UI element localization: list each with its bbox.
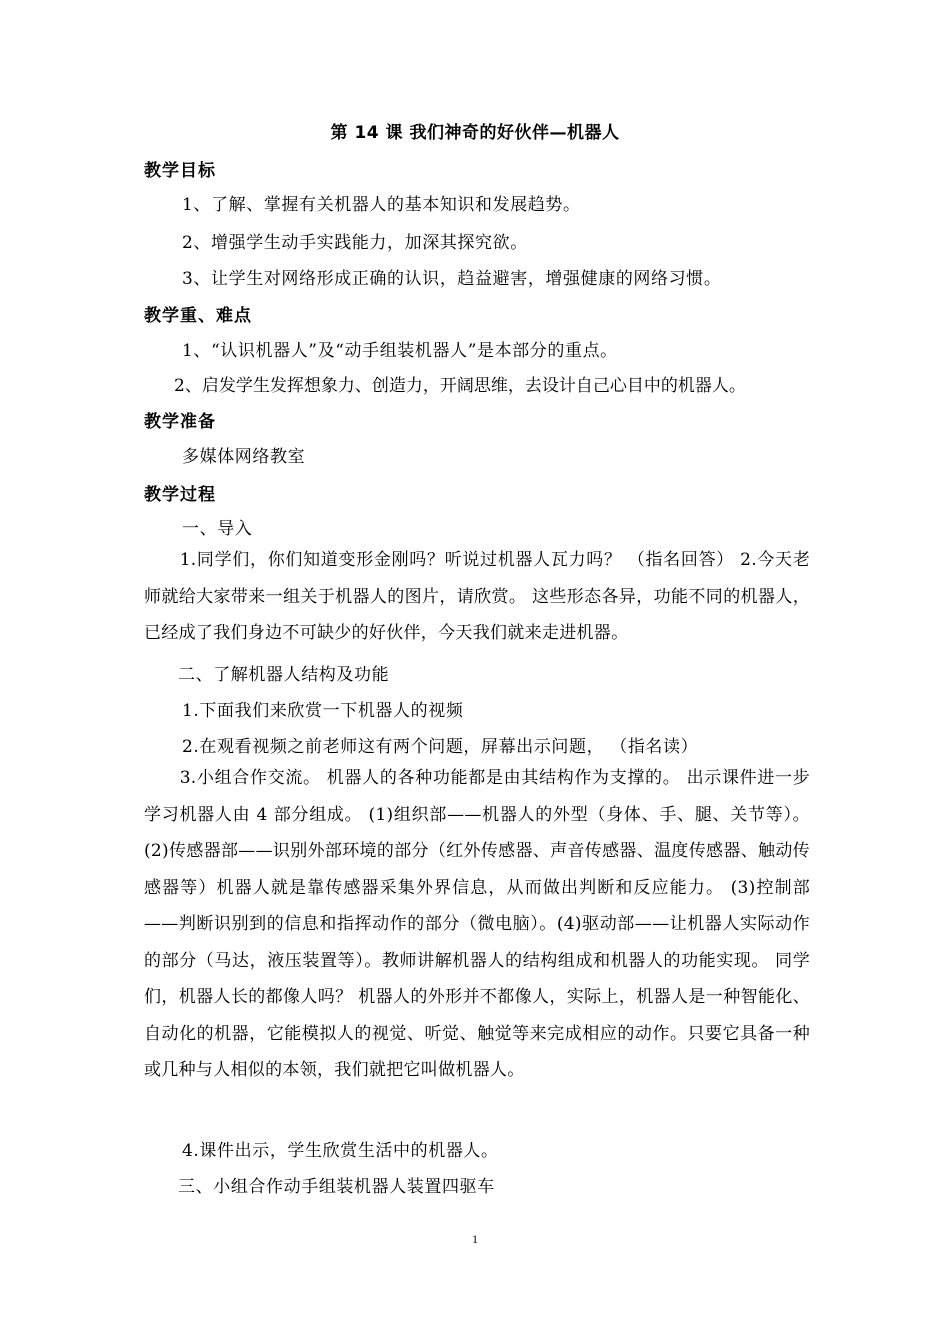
key-point-item: 1、“认识机器人”及“动手组装机器人”是本部分的重点。 xyxy=(182,341,618,361)
section2-item: 1.下面我们来欣赏一下机器人的视频 xyxy=(182,701,464,721)
objectives-heading: 教学目标 xyxy=(144,161,216,181)
objective-item: 3、让学生对网络形成正确的认识，趋益避害，增强健康的网络习惯。 xyxy=(182,269,722,289)
section-title: 二、了解机器人结构及功能 xyxy=(178,665,390,685)
lesson-title: 第 14 课 我们神奇的好伙伴—机器人 xyxy=(330,123,620,143)
section2-paragraph: 3.小组合作交流。 机器人的各种功能都是由其结构作为支撑的。 出示课件进一步学习机器人由 4 部分组成。 (1)组织部——机器人的外型（身体、手、腿、关节等）。(2)传感器部——识别外部环境的部分（红外传感器、声音传感器、温度传感器、触动传感器等）机器人就是靠传感器采集外界信息，从而做出判断和反应能力。 (3)控制部——判断识别到的信息和指挥动作的部分（微电脑）。(4)驱动部——让机器人实际动作的部分（马达，液压装置等）。教师讲解机器人的结构组成和机器人的功能实现。 同学们，机器人长的都像人吗？ 机器人的外形并不都像人，实际上，机器人是一种智能化、自动化的机器，它能模拟人的视觉、听觉、触觉等来完成相应的动作。只要它具备一种或几种与人相似的本领，我们就把它叫做机器人。 xyxy=(144,768,810,1080)
section-title: 三、小组合作动手组装机器人装置四驱车 xyxy=(178,1177,495,1197)
key-point-item: 2、启发学生发挥想象力、创造力，开阔思维，去设计自己心目中的机器人。 xyxy=(174,376,746,396)
section1-paragraph: 1.同学们，你们知道变形金刚吗？听说过机器人瓦力吗？ （指名回答） 2.今天老师就给大家带来一组关于机器人的图片，请欣赏。 这些形态各异，功能不同的机器人，已经成了我们身边不可缺少的好伙伴，今天我们就来走进机器。 xyxy=(144,550,810,643)
section-title: 一、导入 xyxy=(182,519,253,539)
section2-item: 4.课件出示，学生欣赏生活中的机器人。 xyxy=(182,1141,499,1161)
process-heading: 教学过程 xyxy=(144,485,216,505)
page-number: 1 xyxy=(472,1232,478,1246)
key-points-heading: 教学重、难点 xyxy=(144,306,252,326)
objective-item: 1、了解、掌握有关机器人的基本知识和发展趋势。 xyxy=(182,195,581,215)
section2-item: 2.在观看视频之前老师这有两个问题，屏幕出示问题， （指名读） xyxy=(182,737,699,757)
preparation-heading: 教学准备 xyxy=(144,412,216,432)
preparation-item: 多媒体网络教室 xyxy=(182,447,306,467)
objective-item: 2、增强学生动手实践能力，加深其探究欲。 xyxy=(182,233,528,253)
